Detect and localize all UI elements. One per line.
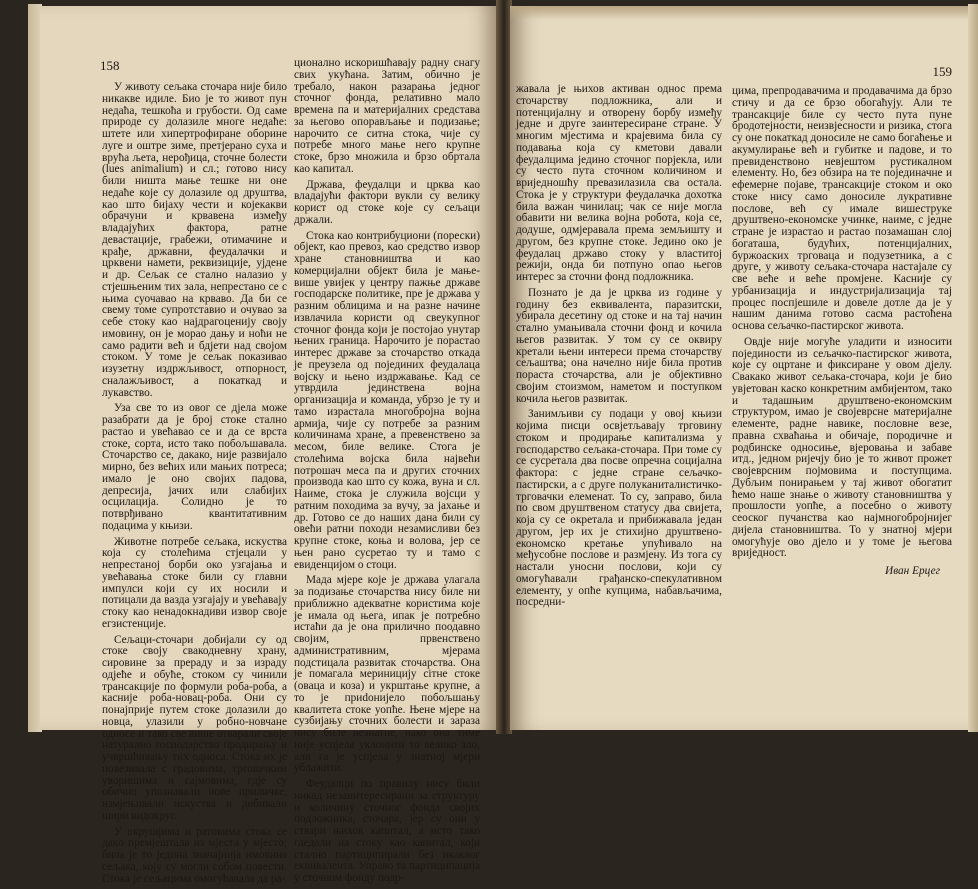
paragraph: ционално искоришћавају радну снагу свих укућана. Затим, обично је требало, након разарања једног сточног фонда, релативно мало времена па и материјалних средстава за његово опорављање и подизање; нарочито се ситна стока, чије су потребе много мање него крупне стоке, брзо множила и брзо обртала као капитал. bbox=[294, 57, 480, 175]
paragraph: Познато је да је црква из године у годину без еквивалента, паразитски, убирала десетину од стоке и на тај начин стално умањивала сточни фонд и кочила његов развитак. У том су се оквиру кретали њени интереси према сточарству сељаштва; она начелно није била против пораста сточарства, али је објективно својим стоизмом, наметом и поступком кочила његов развитак. bbox=[516, 286, 722, 405]
paragraph: Уза све то из овог се дјела може разабрати да је број стоке стално растао и увећавао се и да се врста стоке, сорта, исто тако побољшавала. Сточарство се, дакако, није развијало мирно, без већих или мањих потреса; имало је оно својих падова, депресија, јачих или слабијих осцилација. Солидно је то потврђивано квантитативним подацима у књизи. bbox=[102, 402, 287, 532]
paragraph: Мада мјере које је држава улагала за подизање сточарства нису биле ни приближно адекватне користима које је имала од њега, ипак је потребно истаћи да је она прилично поодавно својим, првенствено административним, мјерама подстицала развитак сточарства. Она је помагала мериницију сітне стоке (оваца и коза) и укрштање крупне, а то је приdонијело побољшању квалитета стоке уопће. Њене мјере на сузбијању сточних болести и зараза нису биле незнатне, иако она тиме није успјела уклонити то велико зло, али га је успјела у знатној мјери ублажити. bbox=[294, 574, 480, 775]
paragraph: У окрушјима и ратовима стока се дакo премјештала из мјеста у мјесто; била је то једина значајнија имовина сељака, коју су могли собом повести. Стока је сељацима омогућавала да ра- bbox=[102, 825, 287, 885]
paragraph: У животу сељака сточара није било никакве идиле. Био је то живот пун недаћа, тешкоћа и грубости. Од саме природе су долазиле многе недаће: штете или хипертрофиране оборине луге и оштре зиме, претјерано суха и врућа љета, нерођица, сточне болести (lues animalium) и сл.; готово нису били ништа мање тешке ни оне недаће које су долазиле од друштва, као што бијаху чести и којекакви обрачуни и крвавена између владајућих фактора, ратне девастације, грабежи, отимачине и крађе, државни, феудалачки и црквени намети, реквизиције, ујдене и др. Сељак се стално налазио у стјешњеним тих зала, непрестано се с њима суочавао на крваво. Да би се свему томе супротставио и очувао за себе стоку као најдрагоценију своју имовину, он је морао дању и ноћи не само радити већ и бдјети над својом стоком. У томе је сељак показивао изузетну издржљивост, отпорност, сналажљивост, а покаткад и лукавство. bbox=[102, 81, 287, 399]
paragraph: Феудалци по правилу нису били никад незаинтересирани за структуру и количину сточног фонда својих подложника, сточара, јер су они у ствари њихов капитал, а исто тако гледали на стоку као капитал, који стално партиципирали без икаквог еквивалента. Управо та партиципација у сточном фонду подр- bbox=[294, 778, 480, 884]
right-column-1 bbox=[516, 84, 722, 613]
paragraph: Животне потребе сељака, искуства која су столећима стјецали у непрестаној борби око узгајања и увећавања стоке били су главни импулси који су их носили и потицали да вазда узгајају и увећавају стоку као ненадокнадиви извор своје егзистенције. bbox=[102, 535, 287, 630]
page-number-right: 159 bbox=[932, 64, 952, 79]
right-page bbox=[510, 6, 970, 730]
page-number-left: 158 bbox=[100, 58, 120, 73]
right-column-2 bbox=[732, 86, 952, 578]
left-column-2 bbox=[294, 58, 480, 889]
paragraph: Држава, феудалци и црква као владајући фактори вукли су велику корист од стоке које су сељаци држали. bbox=[294, 178, 480, 226]
left-column-1 bbox=[102, 82, 287, 889]
paragraph: Овдје није могуће уладити и износити појединости из сељачко-пастирског живота, које су оцртане и фиксиране у овом дјелу. Свакако живот сељака-сточара, који је био увјетован каско конкретним амбијентом, тако и тадашњим друштвено-економским структуром, имао је својеврсне материјалне елементе, радне навике, пословне везе, правна схваћања и обичаје, породичне и родбинске односиње, вјеровања и забаве итд., једном ријечју био је то живот прожет својеврсним појмовима и поступцима. Дубљим понирањем у тај живот обогатит ћемо наше знање о животу становништва у прошлости уопће, а посебно о животу сеоског пучанства као најмногобројнијег дијела становништва. То у знатној мјери омогућује ово дјело и у томе је његова вриједност. bbox=[732, 335, 952, 560]
paragraph: Занимљиви су подаци у овој књизи којима писци освјетљавају трговину стоком и продирање капитализма у господарство сељака-сточара. При томе су се сусретала два посве опречна социјална фактора: с једне стране сељачко-пастирски, а с друге полуканиталистичко-трговачки елеменат. То су, заправо, била по свом друштвеном статусу два свијета, која су се окретала и прибижавала један другом, јер их је стихијно друштвено-економско кретање упућивало на међусобне послове и размјену. Из тога су настали уносни послови, који су омогућавали грађанско-спекулативном елементу, у опће купцима, набављачима, посредни- bbox=[516, 408, 722, 609]
paragraph: Стока као контрибуциони (порески) објект, као превоз, као средство извор хране становништва и као комерцијални објект била је мање-више увијек у центру пажње државе господарске политике, пре је држава у разним облицима и на разне начине извлачила користи од свеукупног сточног фонда који је постојао унутар њених граница. Нарочито је порастао интерес државе за сточарство откада је преузела од појединих феудалаца војску и њено издржавање. Кад се утврдила јединствена војна организација и команда, убрзо је ту и тамо израстала многобројна војна армија, чије су потребе за разним количинама хране, а превенствено за месом, биле велике. Стога је столећима војска била највећи потрошач меса па и других сточних производа као што су кожа, вуна и сл. Наиме, стока је служила војсци у ратним походима за вучу, за јахање и др. Готово се до наших дана били су овећи ратни походи незамисливи без крупне стоке, коња и волова, јер се њен рано сусретао ту и тамо с евиденцијом о стоци. bbox=[294, 229, 480, 571]
left-page bbox=[40, 6, 498, 885]
paragraph: Сељаци-сточари добијали су од стоке своју свакодневну храну, сировине за прераду и за израду одјеће и обуће, стоком су чинили трансакције по формули роба-роба, а касније роба-новац-роба. Они су понајприје путем стоке долазили до новца, улазили у робно-новчане односе и тако све више отварали своје натурално господарство продирању и учвршћивању тих односа. Стока их је повезивала с градовима, трговачким уворишима и сајмовима, гдје су обично упознавали нове приличке, измјењивали искуства и добивали шири видокруг. bbox=[102, 633, 287, 822]
paragraph: цима, препродавачима и продавачима да брзо стичу и да се брзо обогаћују. Али те трансакције биле су често пута пуне бродотејности, неизвјесности и ризика, стога су оне покаткад доносиле не само богаћење и акумулирање већ и губитке и падове, и то превиденствоно невјештом рустикалном елементу. Но, без обзира на те појединачне и ефемерне појаве, трансакције стоком и око стоке нису само доносиле лукративне послове, већ су имале вишеструке друштвено-економске учинке, наиме, с једне стране је израстао и растао позамашан слој богаташа, будућих, потенцијалних, буржоаских трговаца и подузетника, а с друге, у животу сељака-сточара настајале су све веће и веће промјене. Касније су урбанизација и индустријализација тај процес поспјешиле и довеле дотле да је у нашим данима готово сасма растоћена основа сељачко-пастирског живота. bbox=[732, 85, 952, 332]
right-page-edges bbox=[968, 4, 978, 732]
author-signature: Иван Ерцег bbox=[885, 565, 940, 577]
paragraph: жавала је њихов активан однос према сточарству подложника, али и потенцијалну и отворену борбу између једне и друге заинтересиране стране. У многим мјестима и крајевима била су подавања која су кметови давали феудалцима једино сточног порјекла, или су често пута сточном количином и вриједношћу превазилазила сва остала. Стока је у структури феудалачка дохотка била важан чинилац; чак се није могла обавити ни велика војна роботa, која се, додуше, одмјеравала према земљишту и другом, без крупне стоке. Једино око је феудалац државо стоку у властитој режији, онда би потпуно опао његов интерес за сточни фонд подложника. bbox=[516, 83, 722, 283]
